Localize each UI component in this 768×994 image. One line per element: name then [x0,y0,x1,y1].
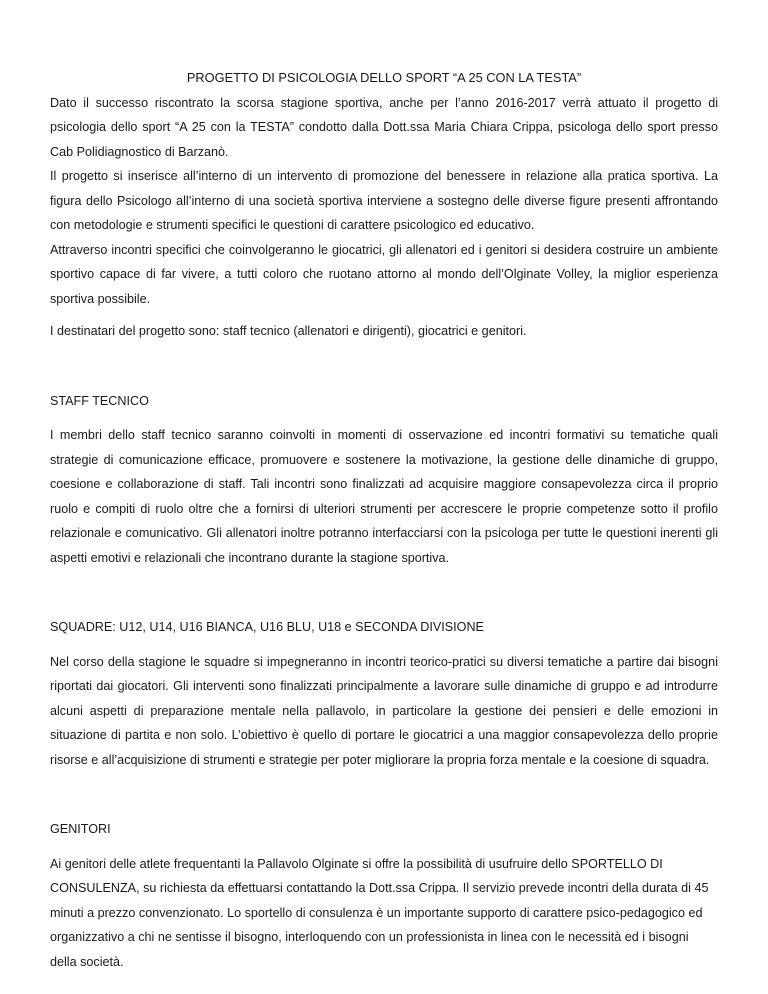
squadre-paragraph [50,650,718,773]
squadre-text-1: Nel corso della stagione le squadre si impegneranno in incontri teorico-pratici su diversi tematiche a partire dai bisogni riportati dai giocatori. Gli interventi sono finalizzati principalmente a lavorare sulle [50,654,718,693]
genitori-text-1: Ai genitori delle atlete frequentanti la Pallavolo Olginate si offre la possibilità di usufruire dello SPORTELLO DI CONSULENZA, su richiesta da effettuarsi contattando la Dott.ssa Crippa. Il servizio prevede incontri della durata di 45 minuti a prezzo convenzionato. Lo sportello di consulenza è un importante [50,856,709,920]
genitori-highlight-supporto: supporto di carattere psico-pedagogico ed organizzativo [50,905,703,944]
genitori-paragraph [50,852,718,975]
squadre-highlight-dinamiche: dinamiche di gruppo [514,679,630,693]
squadre-text-3: nella pallavolo, in particolare la gestione dei pensieri e delle emozioni in situazione di partita e non solo. L’obiettivo è quello di portare le giocatrici a una maggior consapevolezza dello proprie risorse e all’acquisizione di strumenti e strategie per poter migliorare la propria forza mentale e la coesione di squadra. [50,703,718,767]
intro-paragraph-2: Il progetto si inserisce all’interno di un intervento di promozione del benessere in relazione alla pratica sportiva. La figura dello Psicologo all’interno di una società sportiva interviene a sostegno delle diverse figure presenti affrontando con metodologie e strumenti specifici le questioni di carattere psicologico ed educativo. [50,169,718,232]
intro-paragraph-3: Attraverso incontri specifici che coinvolgeranno le giocatrici, gli allenatori ed i genitori si desidera costruire un ambiente sportivo capace di far vivere, a tutti coloro che ruotano attorno al mondo dell’Olginate Volley, la miglior esperienza sportiva possibile. [50,242,718,306]
intro-paragraph-1: Dato il successo riscontrato la scorsa stagione sportiva, anche per l’anno 2016-2017 verrà attuato il progetto di psicologia dello sport “A 25 con la TESTA” condotto dalla Dott.ssa Maria Chiara Crippa, psicologa dello sport presso Cab Polidiagnostico di Barzanò. [50,95,718,159]
intro-paragraph-4: I destinatari del progetto sono: staff tecnico (allenatori e dirigenti), giocatrici e genitori. [50,324,527,338]
section-heading-genitori: GENITORI [50,822,111,836]
section-heading-squadre: SQUADRE: U12, U14, U16 BIANCA, U16 BLU, U18 e SECONDA DIVISIONE [50,620,484,634]
squadre-text-2: e ad introdurre alcuni [50,679,718,718]
section-heading-staff: STAFF TECNICO [50,393,149,408]
genitori-text-2: a chi ne sentisse il bisogno, interloquendo con un professionista in linea con le necessità ed i bisogni della società. [50,930,689,969]
squadre-highlight-preparazione: aspetti di preparazione mentale [89,703,276,718]
staff-paragraph: I membri dello staff tecnico saranno coinvolti in momenti di osservazione ed incontri formativi su tematiche quali strategie di comunicazione efficace, promuovere e sostenere la motivazione, la gestione delle dinamiche di gruppo, coesione e collaborazione di staff. Tali incontri sono finalizzati ad acquisire maggiore consapevolezza circa il proprio ruolo e compiti di ruolo oltre che a fornirsi di ulteriori strumenti per accrescere le proprie competenze sotto il profilo relazionale e comunicativo. Gli allenatori inoltre potranno interfacciarsi con la psicologa per tutte le questioni inerenti gli aspetti emotivi e relazionali che incontrano durante la stagione sportiva. [50,428,718,565]
document-title: PROGETTO DI PSICOLOGIA DELLO SPORT “A 25 CON LA TESTA” [186,70,582,85]
